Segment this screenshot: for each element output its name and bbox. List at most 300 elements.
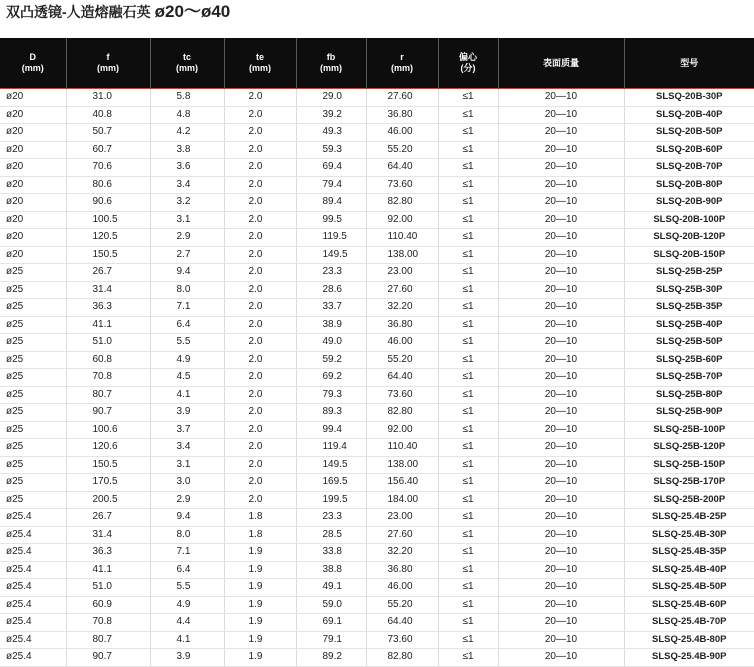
cell-model: SLSQ-20B-100P — [624, 211, 754, 229]
table-row — [0, 246, 754, 264]
column-label: r — [367, 52, 438, 63]
table-body — [0, 89, 754, 667]
cell-tc: 6.4 — [150, 561, 224, 579]
cell-model: SLSQ-25B-60P — [624, 351, 754, 369]
column-header-tc — [150, 38, 224, 89]
cell-te: 2.0 — [224, 106, 296, 124]
cell-offset: ≤1 — [438, 596, 498, 614]
cell-quality: 20—10 — [498, 614, 624, 632]
cell-quality: 20—10 — [498, 649, 624, 667]
column-label: te — [225, 52, 296, 63]
cell-f: 60.8 — [66, 351, 150, 369]
cell-f: 26.7 — [66, 509, 150, 527]
cell-d: ø25.4 — [0, 561, 66, 579]
cell-d: ø20 — [0, 159, 66, 177]
cell-quality: 20—10 — [498, 159, 624, 177]
cell-fb: 38.8 — [296, 561, 366, 579]
cell-f: 100.6 — [66, 421, 150, 439]
cell-tc: 3.6 — [150, 159, 224, 177]
table-row — [0, 334, 754, 352]
cell-fb: 23.3 — [296, 264, 366, 282]
page-title — [0, 0, 754, 38]
cell-d: ø25.4 — [0, 526, 66, 544]
cell-quality: 20—10 — [498, 176, 624, 194]
cell-d: ø25 — [0, 439, 66, 457]
cell-tc: 3.4 — [150, 439, 224, 457]
cell-r: 92.00 — [366, 421, 438, 439]
cell-quality: 20—10 — [498, 421, 624, 439]
cell-r: 46.00 — [366, 334, 438, 352]
column-label: 偏心 — [439, 52, 498, 63]
table-row — [0, 176, 754, 194]
column-label: tc — [151, 52, 224, 63]
table-row — [0, 509, 754, 527]
cell-offset: ≤1 — [438, 246, 498, 264]
cell-model: SLSQ-25.4B-30P — [624, 526, 754, 544]
table-row — [0, 596, 754, 614]
cell-d: ø25 — [0, 369, 66, 387]
cell-r: 82.80 — [366, 404, 438, 422]
table-row — [0, 316, 754, 334]
cell-fb: 23.3 — [296, 509, 366, 527]
table-row — [0, 369, 754, 387]
cell-offset: ≤1 — [438, 299, 498, 317]
cell-quality: 20—10 — [498, 229, 624, 247]
table-row — [0, 544, 754, 562]
cell-model: SLSQ-25.4B-60P — [624, 596, 754, 614]
cell-model: SLSQ-20B-60P — [624, 141, 754, 159]
cell-d: ø20 — [0, 141, 66, 159]
page-title-text: 双凸透镜-人造熔融石英 — [6, 4, 151, 20]
cell-fb: 59.3 — [296, 141, 366, 159]
cell-d: ø25 — [0, 491, 66, 509]
cell-d: ø25.4 — [0, 544, 66, 562]
cell-fb: 99.5 — [296, 211, 366, 229]
cell-quality: 20—10 — [498, 509, 624, 527]
cell-tc: 5.5 — [150, 334, 224, 352]
diameter-range: ø20～ø40 — [155, 2, 231, 21]
cell-d: ø20 — [0, 194, 66, 212]
column-header-te — [224, 38, 296, 89]
cell-te: 2.0 — [224, 334, 296, 352]
cell-r: 55.20 — [366, 351, 438, 369]
cell-d: ø20 — [0, 89, 66, 107]
cell-fb: 59.0 — [296, 596, 366, 614]
cell-quality: 20—10 — [498, 631, 624, 649]
cell-model: SLSQ-25B-90P — [624, 404, 754, 422]
cell-te: 1.9 — [224, 631, 296, 649]
cell-offset: ≤1 — [438, 649, 498, 667]
cell-d: ø25 — [0, 351, 66, 369]
cell-r: 184.00 — [366, 491, 438, 509]
cell-r: 64.40 — [366, 369, 438, 387]
header-row — [0, 38, 754, 89]
cell-quality: 20—10 — [498, 316, 624, 334]
cell-d: ø25.4 — [0, 579, 66, 597]
column-header-fb — [296, 38, 366, 89]
cell-tc: 3.4 — [150, 176, 224, 194]
cell-tc: 3.8 — [150, 141, 224, 159]
cell-f: 80.6 — [66, 176, 150, 194]
cell-te: 2.0 — [224, 456, 296, 474]
cell-fb: 79.3 — [296, 386, 366, 404]
cell-fb: 28.6 — [296, 281, 366, 299]
cell-te: 1.9 — [224, 649, 296, 667]
cell-offset: ≤1 — [438, 141, 498, 159]
cell-tc: 5.8 — [150, 89, 224, 107]
table-row — [0, 561, 754, 579]
cell-offset: ≤1 — [438, 491, 498, 509]
cell-quality: 20—10 — [498, 211, 624, 229]
cell-tc: 2.9 — [150, 491, 224, 509]
cell-model: SLSQ-25.4B-25P — [624, 509, 754, 527]
cell-r: 46.00 — [366, 579, 438, 597]
cell-d: ø25.4 — [0, 614, 66, 632]
cell-r: 23.00 — [366, 509, 438, 527]
cell-d: ø25 — [0, 264, 66, 282]
table-row — [0, 281, 754, 299]
cell-model: SLSQ-25B-200P — [624, 491, 754, 509]
cell-tc: 9.4 — [150, 264, 224, 282]
cell-quality: 20—10 — [498, 106, 624, 124]
cell-f: 51.0 — [66, 579, 150, 597]
cell-tc: 3.9 — [150, 649, 224, 667]
cell-tc: 2.9 — [150, 229, 224, 247]
cell-tc: 4.5 — [150, 369, 224, 387]
cell-fb: 69.2 — [296, 369, 366, 387]
cell-model: SLSQ-20B-150P — [624, 246, 754, 264]
table-row — [0, 439, 754, 457]
cell-f: 70.6 — [66, 159, 150, 177]
cell-quality: 20—10 — [498, 141, 624, 159]
cell-d: ø20 — [0, 106, 66, 124]
cell-fb: 33.7 — [296, 299, 366, 317]
cell-f: 150.5 — [66, 246, 150, 264]
cell-te: 2.0 — [224, 316, 296, 334]
cell-te: 2.0 — [224, 404, 296, 422]
cell-f: 80.7 — [66, 386, 150, 404]
cell-te: 2.0 — [224, 264, 296, 282]
cell-d: ø20 — [0, 246, 66, 264]
cell-r: 36.80 — [366, 106, 438, 124]
column-header-f — [66, 38, 150, 89]
cell-offset: ≤1 — [438, 316, 498, 334]
table-row — [0, 141, 754, 159]
cell-tc: 8.0 — [150, 526, 224, 544]
cell-offset: ≤1 — [438, 264, 498, 282]
cell-quality: 20—10 — [498, 544, 624, 562]
cell-f: 170.5 — [66, 474, 150, 492]
cell-f: 120.5 — [66, 229, 150, 247]
cell-te: 2.0 — [224, 491, 296, 509]
cell-f: 41.1 — [66, 561, 150, 579]
cell-tc: 6.4 — [150, 316, 224, 334]
cell-d: ø25.4 — [0, 509, 66, 527]
cell-r: 82.80 — [366, 194, 438, 212]
cell-r: 138.00 — [366, 456, 438, 474]
cell-f: 26.7 — [66, 264, 150, 282]
cell-f: 90.7 — [66, 404, 150, 422]
cell-model: SLSQ-25B-150P — [624, 456, 754, 474]
cell-tc: 5.5 — [150, 579, 224, 597]
cell-f: 70.8 — [66, 369, 150, 387]
column-header-offset — [438, 38, 498, 89]
cell-offset: ≤1 — [438, 106, 498, 124]
cell-quality: 20—10 — [498, 246, 624, 264]
cell-quality: 20—10 — [498, 281, 624, 299]
cell-model: SLSQ-25B-40P — [624, 316, 754, 334]
cell-quality: 20—10 — [498, 194, 624, 212]
cell-f: 200.5 — [66, 491, 150, 509]
cell-quality: 20—10 — [498, 299, 624, 317]
cell-fb: 89.2 — [296, 649, 366, 667]
cell-te: 1.9 — [224, 544, 296, 562]
cell-fb: 79.1 — [296, 631, 366, 649]
table-row — [0, 614, 754, 632]
table-row — [0, 264, 754, 282]
cell-r: 110.40 — [366, 439, 438, 457]
cell-r: 32.20 — [366, 544, 438, 562]
cell-fb: 69.1 — [296, 614, 366, 632]
cell-quality: 20—10 — [498, 404, 624, 422]
cell-r: 23.00 — [366, 264, 438, 282]
cell-r: 73.60 — [366, 386, 438, 404]
cell-quality: 20—10 — [498, 579, 624, 597]
cell-offset: ≤1 — [438, 124, 498, 142]
column-header-r — [366, 38, 438, 89]
cell-f: 41.1 — [66, 316, 150, 334]
column-unit: (mm) — [67, 63, 150, 74]
cell-offset: ≤1 — [438, 631, 498, 649]
cell-quality: 20—10 — [498, 439, 624, 457]
cell-te: 2.0 — [224, 194, 296, 212]
cell-tc: 4.1 — [150, 386, 224, 404]
cell-d: ø25 — [0, 404, 66, 422]
cell-model: SLSQ-25.4B-80P — [624, 631, 754, 649]
column-label: 表面质量 — [499, 58, 624, 69]
cell-model: SLSQ-25B-70P — [624, 369, 754, 387]
cell-model: SLSQ-25B-25P — [624, 264, 754, 282]
cell-offset: ≤1 — [438, 474, 498, 492]
cell-model: SLSQ-20B-90P — [624, 194, 754, 212]
cell-quality: 20—10 — [498, 334, 624, 352]
cell-tc: 8.0 — [150, 281, 224, 299]
table-row — [0, 421, 754, 439]
cell-tc: 4.2 — [150, 124, 224, 142]
cell-d: ø25 — [0, 316, 66, 334]
cell-d: ø25 — [0, 334, 66, 352]
cell-te: 2.0 — [224, 299, 296, 317]
cell-quality: 20—10 — [498, 491, 624, 509]
column-unit: (mm) — [0, 63, 66, 74]
cell-offset: ≤1 — [438, 351, 498, 369]
cell-fb: 119.5 — [296, 229, 366, 247]
cell-model: SLSQ-25B-100P — [624, 421, 754, 439]
cell-model: SLSQ-25B-170P — [624, 474, 754, 492]
cell-te: 2.0 — [224, 141, 296, 159]
table-row — [0, 229, 754, 247]
cell-te: 2.0 — [224, 421, 296, 439]
cell-te: 2.0 — [224, 89, 296, 107]
cell-fb: 79.4 — [296, 176, 366, 194]
lens-spec-table — [0, 38, 754, 667]
cell-d: ø25.4 — [0, 649, 66, 667]
cell-fb: 49.3 — [296, 124, 366, 142]
cell-tc: 7.1 — [150, 299, 224, 317]
cell-r: 156.40 — [366, 474, 438, 492]
cell-fb: 89.3 — [296, 404, 366, 422]
table-row — [0, 404, 754, 422]
cell-f: 36.3 — [66, 299, 150, 317]
table-row — [0, 491, 754, 509]
cell-fb: 38.9 — [296, 316, 366, 334]
cell-te: 2.0 — [224, 439, 296, 457]
cell-d: ø20 — [0, 229, 66, 247]
cell-tc: 3.1 — [150, 211, 224, 229]
cell-fb: 99.4 — [296, 421, 366, 439]
cell-offset: ≤1 — [438, 561, 498, 579]
cell-tc: 9.4 — [150, 509, 224, 527]
cell-te: 1.9 — [224, 561, 296, 579]
cell-model: SLSQ-25.4B-50P — [624, 579, 754, 597]
cell-d: ø25 — [0, 281, 66, 299]
cell-f: 70.8 — [66, 614, 150, 632]
cell-quality: 20—10 — [498, 89, 624, 107]
table-row — [0, 124, 754, 142]
column-header-quality — [498, 38, 624, 89]
cell-quality: 20—10 — [498, 526, 624, 544]
column-header-model — [624, 38, 754, 89]
cell-te: 2.0 — [224, 229, 296, 247]
cell-r: 64.40 — [366, 614, 438, 632]
cell-quality: 20—10 — [498, 456, 624, 474]
cell-tc: 4.1 — [150, 631, 224, 649]
table-row — [0, 386, 754, 404]
cell-te: 2.0 — [224, 124, 296, 142]
column-unit: (mm) — [367, 63, 438, 74]
cell-te: 2.0 — [224, 211, 296, 229]
cell-offset: ≤1 — [438, 194, 498, 212]
cell-te: 2.0 — [224, 176, 296, 194]
cell-offset: ≤1 — [438, 281, 498, 299]
cell-fb: 69.4 — [296, 159, 366, 177]
cell-offset: ≤1 — [438, 544, 498, 562]
cell-r: 27.60 — [366, 281, 438, 299]
cell-r: 64.40 — [366, 159, 438, 177]
cell-tc: 4.9 — [150, 596, 224, 614]
column-unit: (分) — [439, 63, 498, 74]
cell-fb: 29.0 — [296, 89, 366, 107]
cell-d: ø20 — [0, 176, 66, 194]
cell-model: SLSQ-25B-35P — [624, 299, 754, 317]
cell-model: SLSQ-20B-40P — [624, 106, 754, 124]
cell-d: ø25.4 — [0, 596, 66, 614]
cell-tc: 3.7 — [150, 421, 224, 439]
cell-fb: 89.4 — [296, 194, 366, 212]
cell-fb: 59.2 — [296, 351, 366, 369]
cell-te: 2.0 — [224, 369, 296, 387]
cell-model: SLSQ-20B-30P — [624, 89, 754, 107]
cell-offset: ≤1 — [438, 159, 498, 177]
cell-fb: 33.8 — [296, 544, 366, 562]
cell-quality: 20—10 — [498, 264, 624, 282]
cell-te: 1.8 — [224, 509, 296, 527]
cell-fb: 169.5 — [296, 474, 366, 492]
cell-offset: ≤1 — [438, 229, 498, 247]
cell-model: SLSQ-20B-80P — [624, 176, 754, 194]
cell-tc: 3.2 — [150, 194, 224, 212]
column-label: fb — [297, 52, 366, 63]
table-row — [0, 211, 754, 229]
cell-f: 90.7 — [66, 649, 150, 667]
column-header-d — [0, 38, 66, 89]
cell-f: 31.0 — [66, 89, 150, 107]
cell-offset: ≤1 — [438, 89, 498, 107]
cell-r: 27.60 — [366, 526, 438, 544]
cell-d: ø20 — [0, 124, 66, 142]
cell-f: 60.7 — [66, 141, 150, 159]
cell-d: ø20 — [0, 211, 66, 229]
cell-offset: ≤1 — [438, 211, 498, 229]
cell-quality: 20—10 — [498, 561, 624, 579]
cell-r: 110.40 — [366, 229, 438, 247]
cell-offset: ≤1 — [438, 369, 498, 387]
table-row — [0, 159, 754, 177]
cell-fb: 199.5 — [296, 491, 366, 509]
cell-d: ø25.4 — [0, 631, 66, 649]
column-label: D — [0, 52, 66, 63]
table-row — [0, 456, 754, 474]
cell-f: 50.7 — [66, 124, 150, 142]
table-row — [0, 631, 754, 649]
cell-tc: 4.4 — [150, 614, 224, 632]
cell-f: 31.4 — [66, 281, 150, 299]
cell-quality: 20—10 — [498, 351, 624, 369]
cell-quality: 20—10 — [498, 386, 624, 404]
cell-offset: ≤1 — [438, 614, 498, 632]
table-row — [0, 351, 754, 369]
cell-r: 36.80 — [366, 561, 438, 579]
cell-offset: ≤1 — [438, 176, 498, 194]
cell-fb: 119.4 — [296, 439, 366, 457]
table-row — [0, 526, 754, 544]
cell-te: 2.0 — [224, 386, 296, 404]
cell-model: SLSQ-25B-30P — [624, 281, 754, 299]
cell-fb: 39.2 — [296, 106, 366, 124]
cell-r: 55.20 — [366, 141, 438, 159]
cell-r: 73.60 — [366, 631, 438, 649]
cell-offset: ≤1 — [438, 334, 498, 352]
cell-model: SLSQ-25.4B-35P — [624, 544, 754, 562]
cell-te: 2.0 — [224, 474, 296, 492]
cell-offset: ≤1 — [438, 421, 498, 439]
table-row — [0, 194, 754, 212]
cell-offset: ≤1 — [438, 404, 498, 422]
table-row — [0, 579, 754, 597]
cell-te: 2.0 — [224, 281, 296, 299]
column-label: f — [67, 52, 150, 63]
cell-fb: 149.5 — [296, 246, 366, 264]
cell-r: 32.20 — [366, 299, 438, 317]
cell-f: 100.5 — [66, 211, 150, 229]
table-row — [0, 474, 754, 492]
cell-model: SLSQ-25B-120P — [624, 439, 754, 457]
cell-tc: 4.9 — [150, 351, 224, 369]
cell-quality: 20—10 — [498, 124, 624, 142]
cell-te: 2.0 — [224, 246, 296, 264]
cell-f: 51.0 — [66, 334, 150, 352]
cell-tc: 7.1 — [150, 544, 224, 562]
